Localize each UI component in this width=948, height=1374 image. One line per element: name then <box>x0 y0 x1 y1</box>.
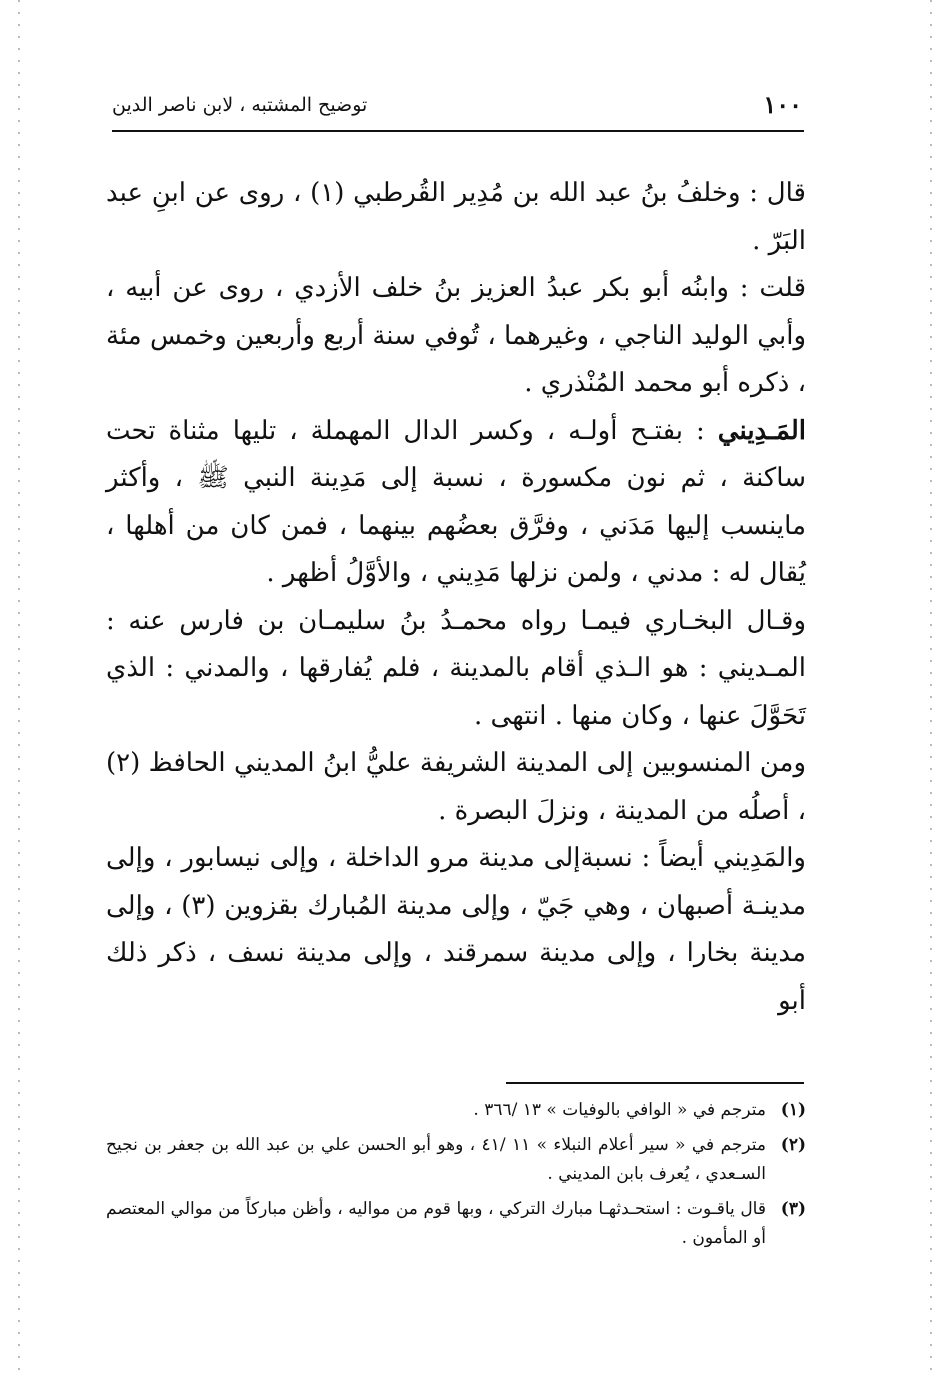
footnote <box>106 1195 806 1253</box>
paragraph <box>106 740 806 835</box>
entry-term: المَـدِيني <box>717 415 806 446</box>
page-number: ١٠٠ <box>763 90 802 119</box>
footnote-number: (٢) <box>780 1135 806 1155</box>
header-divider <box>112 130 804 132</box>
footnote-text: قال ياقـوت : استحـدثهـا مبارك التركي ، وبها قوم من مواليه ، وأظن مباركاً من موالي المعتصم أو المأمون . <box>106 1199 766 1248</box>
footnote-number: (١) <box>780 1100 806 1120</box>
running-title: توضيح المشتبه ، لابن ناصر الدين <box>112 94 368 116</box>
paragraph <box>106 408 806 598</box>
scan-margin-left <box>18 0 20 1374</box>
paragraph <box>106 265 806 408</box>
paragraph-text: والمَدِيني أيضاً : نسبةإلى مدينة مرو الداخلة ، وإلى نيسابور ، وإلى مدينـة أصبهان ، وهي جَيّ ، وإلى مدينة المُبارك بقزوين (٣) ، وإلى مدينة بخارا ، وإلى مدينة سمرقند ، وإلى مدينة نسف ، ذكر ذلك أبو <box>106 843 806 1016</box>
footnote-text: مترجم في « سير أعلام النبلاء » ١١ /٤١ ، وهو أبو الحسن علي بن عبد الله بن جعفر بن نجيح السـعدي ، يُعرف بابن المديني . <box>106 1135 767 1184</box>
main-text <box>106 170 806 1025</box>
paragraph <box>106 835 806 1025</box>
paragraph-text: ومن المنسوبين إلى المدينة الشريفة عليُّ ابنُ المديني الحافظ (٢) ، أصلُه من المدينة ، ونزلَ البصرة . <box>106 748 807 826</box>
footnotes <box>106 1096 806 1259</box>
footnote-divider <box>506 1082 804 1084</box>
footnote-text: مترجم في « الوافي بالوفيات » ١٣ /٣٦٦ . <box>473 1100 766 1120</box>
page-header <box>112 90 802 124</box>
paragraph <box>106 170 806 265</box>
paragraph-text: قال : وخلفُ بنُ عبد الله بن مُدِير القُرطبي (١) ، روى عن ابنِ عبد البَرّ . <box>106 178 806 256</box>
scan-margin-right <box>930 0 932 1374</box>
paragraph <box>106 598 806 741</box>
footnote <box>106 1096 806 1125</box>
paragraph-text: قلت : وابنُه أبو بكر عبدُ العزيز بنُ خلف الأزدي ، روى عن أبيه ، وأبي الوليد الناجي ، وغيرهما ، تُوفي سنة أربع وأربعين وخمس مئة ، ذكره أبو محمد المُنْذري . <box>106 273 806 398</box>
footnote <box>106 1131 806 1189</box>
paragraph-text: : بفتـح أولـه ، وكسر الدال المهملة ، تليها مثناة تحت ساكنة ، ثم نون مكسورة ، نسبة إلى مَدِينة النبي ﷺ ، وأكثر ماينسب إليها مَدَني ، وفرَّق بعضُهم بينهما ، فمن كان من أهلها ، يُقال له : مدني ، ولمن نزلها مَدِيني ، والأوَّلُ أظهر . <box>106 415 806 588</box>
paragraph-text: وقـال البخـاري فيمـا رواه محمـدُ بنُ سليمـان بن فارس عنه : المـديني : هو الـذي أقام بالمدينة ، فلم يُفارقها ، والمدني : الذي تَحَوَّلَ عنها ، وكان منها . انتهى . <box>106 605 807 731</box>
footnote-number: (٣) <box>780 1199 806 1219</box>
